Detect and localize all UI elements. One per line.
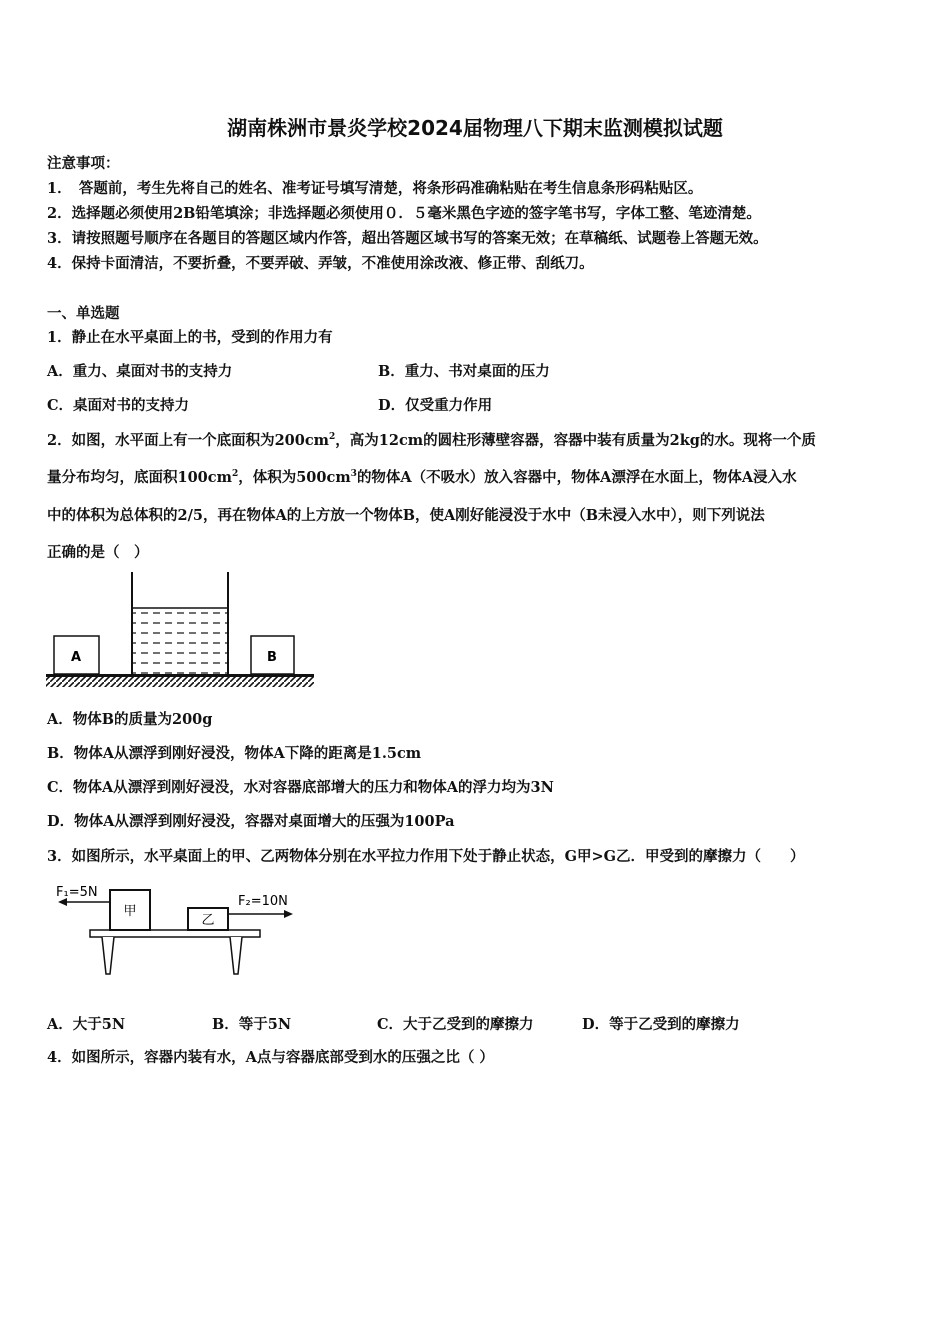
superscript: 2 bbox=[231, 469, 239, 479]
force-f2-label: F₂=10N bbox=[238, 894, 288, 909]
question-2-stem-line1 bbox=[47, 429, 816, 450]
block-a-label: A bbox=[70, 650, 82, 665]
q2-text: ，高为12cm的圆柱形薄壁容器，容器中装有质量为2kg的水。现将一个质 bbox=[335, 432, 816, 449]
q1-option-c: C．桌面对书的支持力 bbox=[47, 397, 190, 414]
q3-option-b: B．等于5N bbox=[212, 1016, 292, 1033]
block-b-label: B bbox=[267, 650, 277, 665]
force-f2-arrowhead bbox=[284, 910, 293, 918]
container-figure bbox=[44, 568, 316, 690]
question-1-stem: 1．静止在水平桌面上的书，受到的作用力有 bbox=[47, 329, 333, 346]
page-title: 湖南株洲市景炎学校2024届物理八下期末监测模拟试题 bbox=[227, 116, 723, 140]
table-top bbox=[90, 930, 260, 937]
q2-option-d: D．物体A从漂浮到刚好浸没，容器对桌面增大的压强为100Pa bbox=[47, 813, 455, 830]
force-f1-label: F₁=5N bbox=[56, 885, 98, 900]
table-leg-right bbox=[230, 937, 242, 974]
water bbox=[132, 608, 228, 674]
block-jia-label: 甲 bbox=[123, 904, 137, 919]
superscript: 2 bbox=[329, 432, 336, 442]
notice-item: 2．选择题必须使用2B铅笔填涂；非选择题必须使用０．５毫米黑色字迹的签字笔书写，字体工整、笔迹清楚。 bbox=[47, 205, 761, 222]
q2-text: 的物体A（不吸水）放入容器中，物体A漂浮在水面上，物体A浸入水 bbox=[356, 469, 797, 486]
notice-item: 3．请按照题号顺序在各题目的答题区域内作答，超出答题区域书写的答案无效；在草稿纸、试题卷上答题无效。 bbox=[47, 230, 768, 247]
section-heading: 一、单选题 bbox=[47, 305, 120, 322]
notice-item: 4．保持卡面清洁，不要折叠，不要弄破、弄皱，不准使用涂改液、修正带、刮纸刀。 bbox=[47, 255, 594, 272]
superscript: 3 bbox=[350, 469, 357, 479]
question-2-stem-line2 bbox=[47, 466, 797, 487]
q2-text: ，体积为500cm bbox=[238, 469, 351, 486]
q2-option-b: B．物体A从漂浮到刚好浸没，物体A下降的距离是1.5cm bbox=[47, 745, 422, 762]
question-2-stem-line3: 中的体积为总体积的2/5，再在物体A的上方放一个物体B，使A刚好能浸没于水中（B未浸入水中），则下列说法 bbox=[47, 507, 765, 524]
block-yi-label: 乙 bbox=[201, 913, 215, 928]
q3-option-c: C．大于乙受到的摩擦力 bbox=[377, 1016, 534, 1033]
friction-figure bbox=[52, 878, 302, 978]
question-2-stem-line4: 正确的是（ ） bbox=[47, 544, 149, 561]
q1-option-d: D．仅受重力作用 bbox=[378, 397, 493, 414]
q1-option-b: B．重力、书对桌面的压力 bbox=[378, 363, 550, 380]
q3-option-a: A．大于5N bbox=[47, 1016, 126, 1033]
q2-text: 2．如图，水平面上有一个底面积为200cm bbox=[47, 432, 330, 449]
q2-option-c: C．物体A从漂浮到刚好浸没，水对容器底部增大的压力和物体A的浮力均为3N bbox=[47, 779, 554, 796]
question-4-stem: 4．如图所示，容器内装有水，A点与容器底部受到水的压强之比（ ） bbox=[47, 1049, 494, 1066]
table-leg-left bbox=[102, 937, 114, 974]
notice-item: 1． 答题前，考生先将自己的姓名、准考证号填写清楚，将条形码准确粘贴在考生信息条形码粘贴区。 bbox=[47, 180, 703, 197]
ground-surface bbox=[46, 674, 314, 677]
q1-option-a: A．重力、桌面对书的支持力 bbox=[47, 363, 233, 380]
q3-option-d: D．等于乙受到的摩擦力 bbox=[582, 1016, 740, 1033]
notice-heading: 注意事项： bbox=[47, 155, 120, 172]
q2-option-a: A．物体B的质量为200g bbox=[47, 711, 213, 728]
question-3-stem: 3．如图所示，水平桌面上的甲、乙两物体分别在水平拉力作用下处于静止状态，G甲>G乙．甲受到的摩擦力（ ） bbox=[47, 848, 805, 865]
ground-hatch bbox=[46, 677, 314, 687]
q2-text: 量分布均匀，底面积100cm bbox=[47, 469, 232, 486]
